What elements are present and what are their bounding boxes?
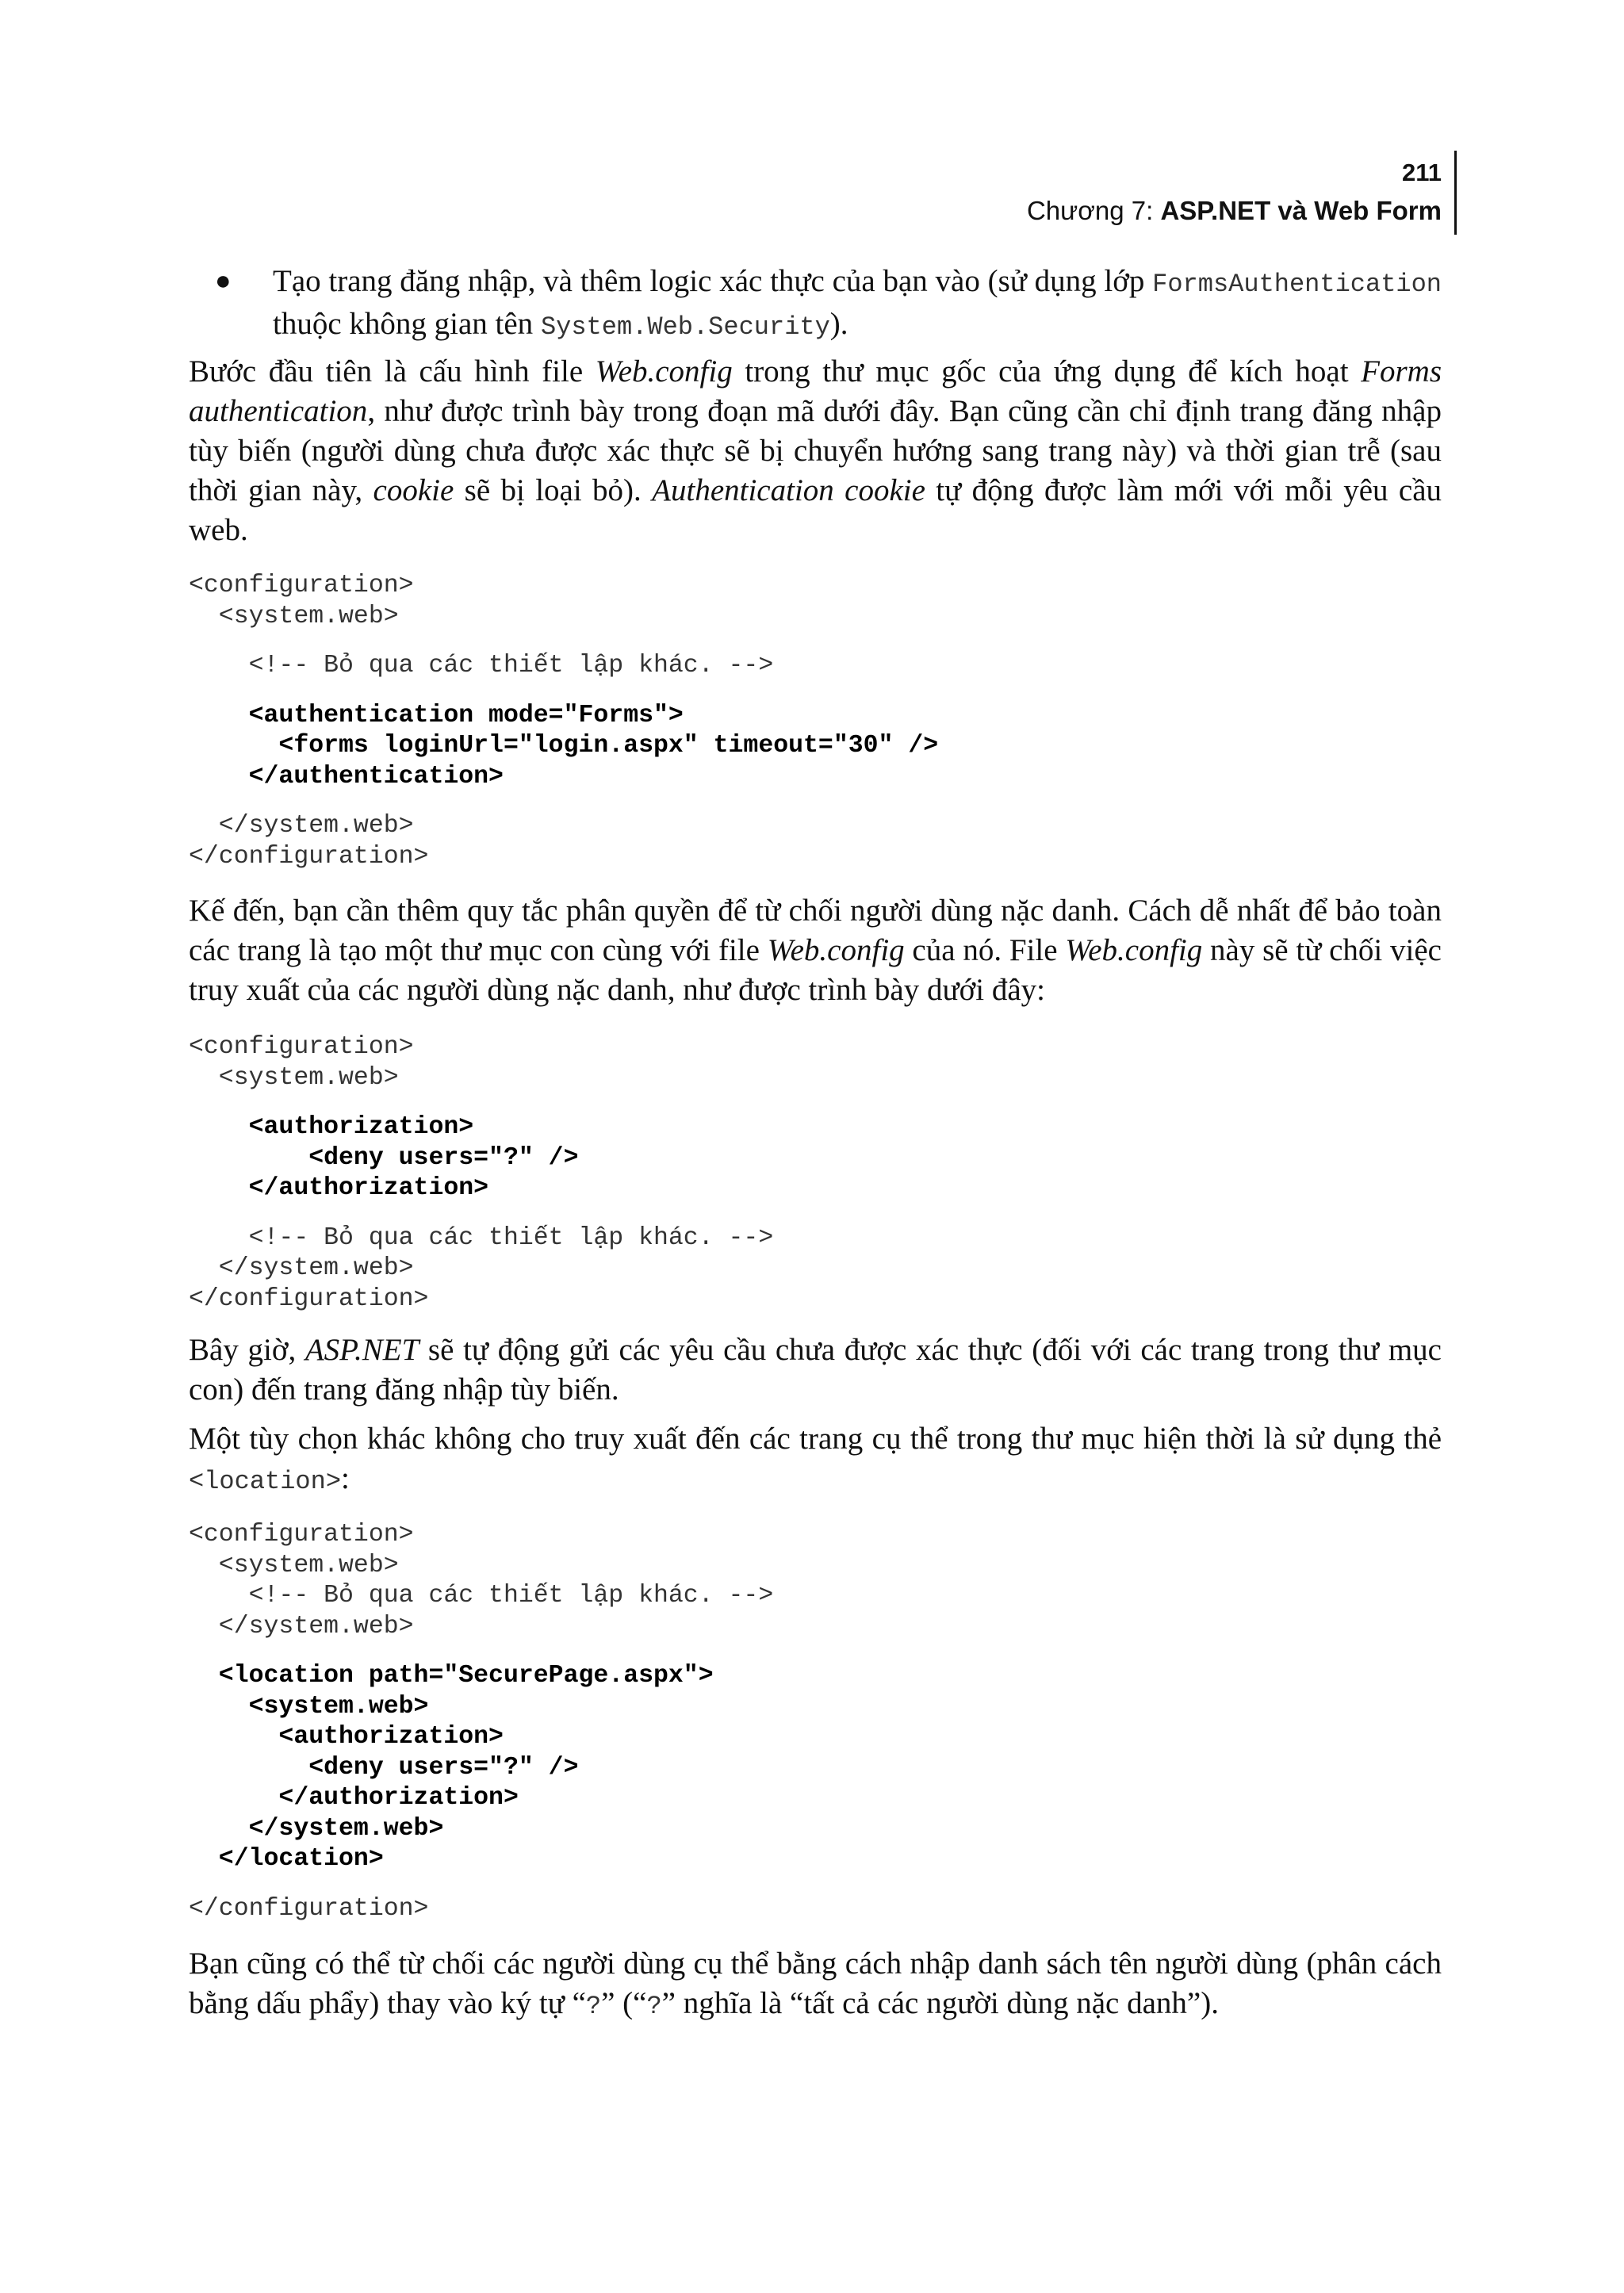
code-block-3: <configuration> <system.web> <!-- Bỏ qua các thiết lập khác. --> </system.web> <location path="SecurePage.aspx"> <system.web> <authorization> <deny users="?" /> </authorization> </system.web> </location> </configuration> [189,1521,774,1923]
inline-code: System.Web.Security [540,312,830,342]
inline-code: FormsAuthentication [1152,270,1442,299]
paragraph-1: Bước đầu tiên là cấu hình file Web.config trong thư mục gốc của ứng dụng để kích hoạt Forms authentication, như được trình bày trong đoạn mã dưới đây. Bạn cũng cần chỉ định trang đăng nhập tùy biến (người dùng chưa được xác thực sẽ bị chuyển hướng sang trang này) và thời gian trễ (sau thời gian này, cookie sẽ bị loại bỏ). Authentication cookie tự động được làm mới với mỗi yêu cầu web. [189,354,1442,547]
page-number: 211 [1401,159,1442,186]
chapter-title: Chương 7: ASP.NET và Web Form [1026,196,1442,225]
bullet-item: ● Tạo trang đăng nhập, và thêm logic xác thực của bạn vào (sử dụng lớp FormsAuthentication thuộc không gian tên System.Web.Security). [189,262,1442,347]
bullet-list [189,262,1442,347]
inline-code: ? [646,1992,662,2021]
paragraph-2: Kế đến, bạn cần thêm quy tắc phân quyền để từ chối người dùng nặc danh. Cách dễ nhất để bảo toàn các trang là tạo một thư mục con cùng với file Web.config của nó. File Web.config này sẽ từ chối việc truy xuất của các người dùng nặc danh, như được trình bày dưới đây: [189,894,1442,1007]
inline-code: <location> [189,1467,342,1496]
inline-code: ? [585,1992,602,2021]
page-header [1027,155,1442,232]
bullet-dot-icon: ● [215,266,232,296]
paragraph-5: Bạn cũng có thể từ chối các người dùng cụ thể bằng cách nhập danh sách tên người dùng (phân cách bằng dấu phẩy) thay vào ký tự “?” (“?” nghĩa là “tất cả các người dùng nặc danh”). [189,1947,1442,2021]
code-block-1: <configuration> <system.web> <!-- Bỏ qua các thiết lập khác. --> <authentication mode="Forms"> <forms loginUrl="login.aspx" timeout="30" /> </authentication> </system.web> </configuration> [189,572,939,871]
code-block-2: <configuration> <system.web> <authorization> <deny users="?" /> </authorization> <!-- Bỏ qua các thiết lập khác. --> </system.web> </configuration> [189,1033,774,1313]
header-vertical-rule [1454,151,1457,235]
paragraph-3: Bây giờ, ASP.NET sẽ tự động gửi các yêu cầu chưa được xác thực (đối với các trang trong thư mục con) đến trang đăng nhập tùy biến. [189,1333,1442,1407]
paragraph-4: Một tùy chọn khác không cho truy xuất đến các trang cụ thể trong thư mục hiện thời là sử dụng thẻ <location>: [189,1422,1442,1496]
